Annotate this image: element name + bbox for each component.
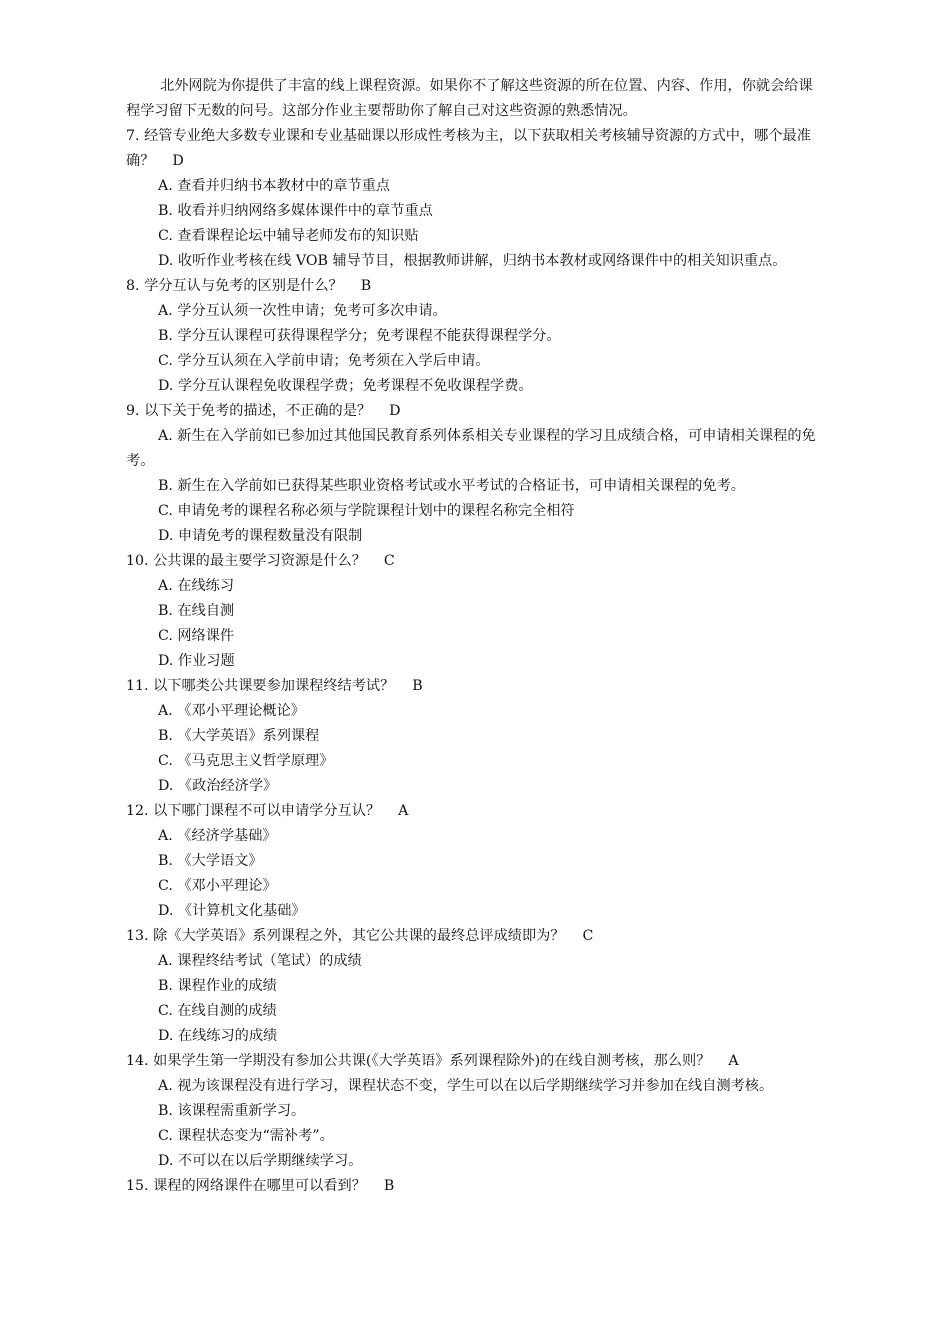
question-number: 13.	[126, 928, 149, 944]
question-number: 11.	[126, 678, 149, 694]
question-number: 9.	[126, 403, 140, 419]
question-10	[126, 549, 826, 574]
intro-paragraph: 北外网院为你提供了丰富的线上课程资源。如果你不了解这些资源的所在位置、内容、作用，你就会给课程学习留下无数的问号。这部分作业主要帮助你了解自己对这些资源的熟悉情况。	[126, 78, 813, 119]
answer-option: B. 学分互认课程可获得课程学分；免考课程不能获得课程学分。	[158, 328, 561, 344]
question-14	[126, 1049, 826, 1074]
question-13	[126, 924, 826, 949]
answer-option: A. 新生在入学前如已参加过其他国民教育系列体系相关专业课程的学习且成绩合格，可申请相关课程的免考。	[126, 428, 816, 469]
question-text: 课程的网络课件在哪里可以看到？	[153, 1178, 366, 1194]
question-8	[126, 274, 826, 299]
question-text: 学分互认与免考的区别是什么？	[144, 278, 343, 294]
answer-option: C. 查看课程论坛中辅导老师发布的知识贴	[158, 228, 419, 244]
answer-option: D. 《政治经济学》	[158, 778, 278, 794]
answer-option: D. 作业习题	[158, 653, 235, 669]
question-text: 如果学生第一学期没有参加公共课(《大学英语》系列课程除外)的在线自测考核，那么则？	[153, 1053, 711, 1069]
question-number: 12.	[126, 803, 149, 819]
answer-option: C. 课程状态变为“需补考”。	[158, 1128, 334, 1144]
answer-option: C. 学分互认须在入学前申请；免考须在入学后申请。	[158, 353, 490, 369]
question-11	[126, 674, 826, 699]
answer-option: C. 在线自测的成绩	[158, 1003, 277, 1019]
answer-letter: C	[582, 928, 594, 944]
question-text: 以下哪类公共课要参加课程终结考试？	[153, 678, 395, 694]
answer-letter: D	[172, 153, 184, 169]
answer-option: B. 《大学语文》	[158, 853, 263, 869]
answer-letter: A	[728, 1053, 739, 1069]
answer-option: A. 《邓小平理论概论》	[158, 703, 305, 719]
question-text: 以下哪门课程不可以申请学分互认？	[153, 803, 381, 819]
answer-letter: C	[383, 553, 395, 569]
question-number: 15.	[126, 1178, 149, 1194]
answer-option: D. 在线练习的成绩	[158, 1028, 278, 1044]
question-number: 7.	[126, 128, 140, 144]
answer-letter: B	[383, 1178, 395, 1194]
answer-option: B. 课程作业的成绩	[158, 978, 277, 994]
question-9	[126, 399, 826, 424]
answer-option: A. 视为该课程没有进行学习，课程状态不变，学生可以在以后学期继续学习并参加在线自测考核。	[158, 1078, 774, 1094]
question-text: 经管专业绝大多数专业课和专业基础课以形成性考核为主，以下获取相关考核辅导资源的方式中，哪个最准确？	[126, 128, 811, 169]
answer-option: B. 该课程需重新学习。	[158, 1103, 306, 1119]
answer-option: D. 申请免考的课程数量没有限制	[158, 528, 363, 544]
answer-option: A. 查看并归纳书本教材中的章节重点	[158, 178, 391, 194]
question-list	[126, 124, 826, 1199]
answer-letter: B	[412, 678, 423, 694]
answer-option: B. 收看并归纳网络多媒体课件中的章节重点	[158, 203, 433, 219]
question-text: 除《大学英语》系列课程之外，其它公共课的最终总评成绩即为？	[153, 928, 565, 944]
question-text: 公共课的最主要学习资源是什么？	[153, 553, 366, 569]
answer-option: A. 《经济学基础》	[158, 828, 277, 844]
answer-letter: A	[398, 803, 409, 819]
answer-option: D. 不可以在以后学期继续学习。	[158, 1153, 363, 1169]
answer-letter: D	[389, 403, 401, 419]
question-15	[126, 1174, 826, 1199]
answer-option: B. 《大学英语》系列课程	[158, 728, 320, 744]
answer-option: A. 在线练习	[158, 578, 235, 594]
answer-letter: B	[360, 278, 372, 294]
question-12	[126, 799, 826, 824]
answer-option: B. 新生在入学前如已获得某些职业资格考试或水平考试的合格证书，可申请相关课程的免考。	[158, 478, 745, 494]
answer-option: D. 学分互认课程免收课程学费；免考课程不免收课程学费。	[158, 378, 533, 394]
answer-option: C. 申请免考的课程名称必须与学院课程计划中的课程名称完全相符	[158, 503, 575, 519]
answer-option: A. 课程终结考试（笔试）的成绩	[158, 953, 362, 969]
answer-option: C. 《邓小平理论》	[158, 878, 277, 894]
answer-option: A. 学分互认须一次性申请；免考可多次申请。	[158, 303, 447, 319]
answer-option: C. 网络课件	[158, 628, 235, 644]
question-number: 10.	[126, 553, 149, 569]
question-text: 以下关于免考的描述，不正确的是？	[144, 403, 372, 419]
answer-option: C. 《马克思主义哲学原理》	[158, 753, 334, 769]
question-number: 14.	[126, 1053, 149, 1069]
question-number: 8.	[126, 278, 140, 294]
answer-option: D. 《计算机文化基础》	[158, 903, 306, 919]
answer-option: B. 在线自测	[158, 603, 235, 619]
question-7	[126, 124, 826, 174]
answer-option: D. 收听作业考核在线 VOB 辅导节目，根据教师讲解，归纳书本教材或网络课件中的相关知识重点。	[158, 253, 787, 269]
